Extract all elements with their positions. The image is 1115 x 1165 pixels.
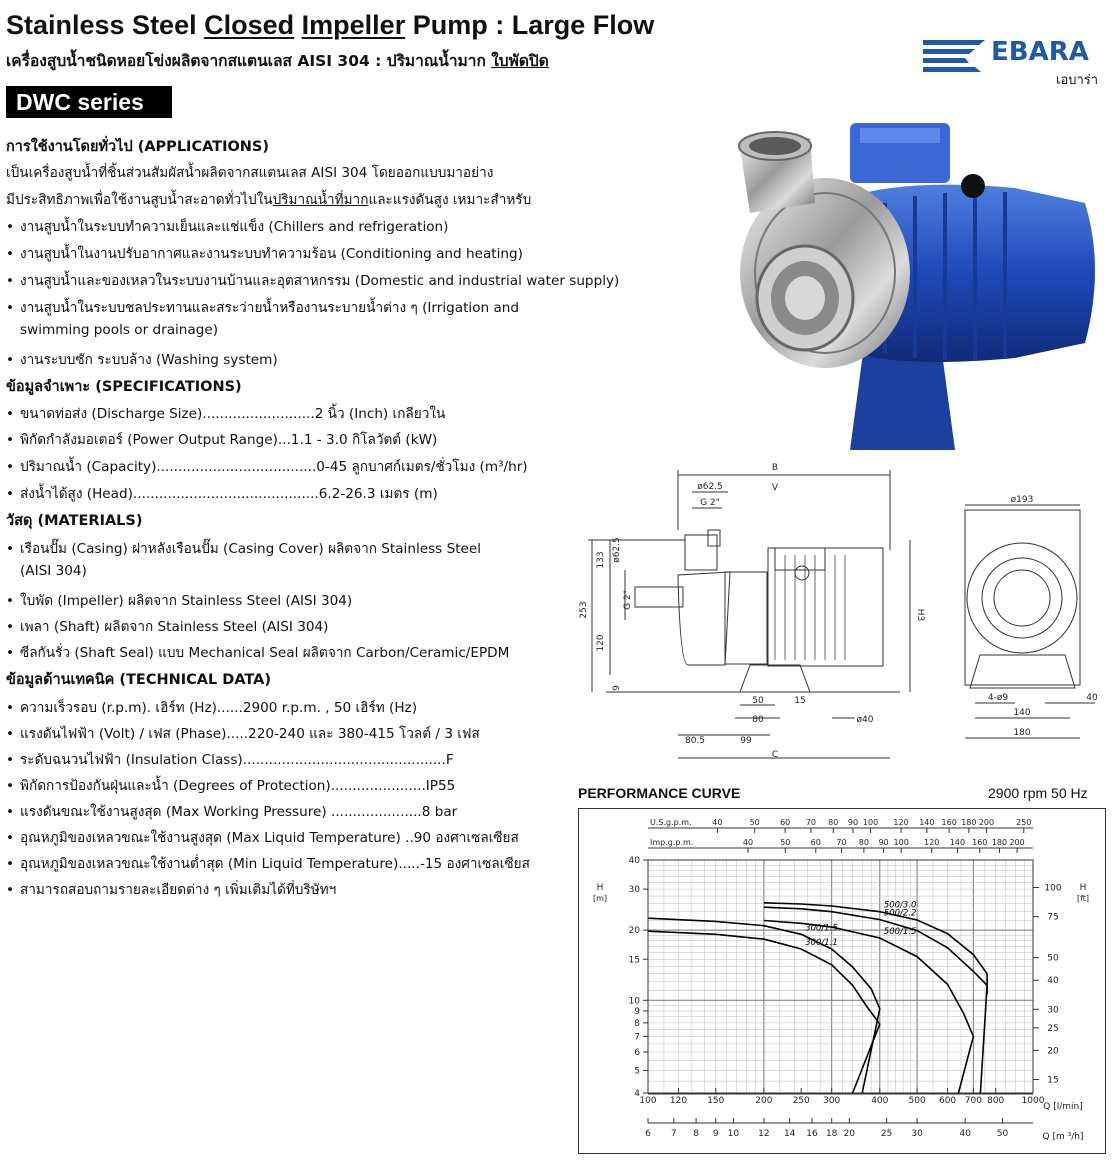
list-item: • อุณหภูมิของเหลวขณะใช้งานต่ำสุด (Min Liquid Temperature).....-15 องศาเซลเซียส bbox=[6, 856, 530, 872]
dim-g2-side: G 2" bbox=[623, 590, 633, 610]
page-title bbox=[6, 10, 654, 41]
ylabel-right-unit: [ft] bbox=[1076, 894, 1090, 903]
x2-tick-label: 18 bbox=[825, 1129, 838, 1139]
series-badge: DWC series bbox=[6, 86, 172, 118]
xlabel-m3h: Q [m ³/h] bbox=[1042, 1132, 1084, 1142]
dim-80: 80 bbox=[752, 715, 764, 725]
subtitle-underlined: ใบพัดปิด bbox=[491, 52, 549, 70]
dim-99: 99 bbox=[740, 736, 752, 746]
impgpm-tick-label: 50 bbox=[780, 838, 791, 847]
list-item-continuation: (AISI 304) bbox=[20, 563, 87, 579]
y2-tick-label: 30 bbox=[1047, 1005, 1059, 1016]
series-label: 500/3.0 bbox=[883, 900, 917, 911]
list-item-text: พิกัดการป้องกันฝุ่นและน้ำ (Degrees of Protection)......................IP55 bbox=[20, 778, 456, 794]
impgpm-tick-label: 140 bbox=[949, 838, 966, 847]
x2-tick-label: 16 bbox=[806, 1129, 818, 1139]
list-item-text: งานสูบน้ำในระบบชลประทานและสระว่ายน้ำหรืองานระบายน้ำต่าง ๆ (Irrigation and bbox=[20, 300, 520, 316]
list-item-text: อุณหภูมิของเหลวขณะใช้งานสูงสุด (Max Liquid Temperature) ..90 องศาเซลเซียส bbox=[20, 830, 519, 846]
x2-tick-label: 6 bbox=[645, 1129, 651, 1139]
impgpm-tick-label: 40 bbox=[742, 838, 754, 847]
list-item-text: งานสูบน้ำในงานปรับอากาศและงานระบบทำความร้อน (Conditioning and heating) bbox=[20, 246, 523, 262]
y2-tick-label: 25 bbox=[1047, 1023, 1059, 1034]
x2-tick-label: 9 bbox=[712, 1129, 719, 1139]
y2-tick-label: 100 bbox=[1044, 883, 1062, 894]
title-part-closed: Closed bbox=[204, 10, 295, 40]
y-tick-label: 40 bbox=[628, 856, 640, 866]
intro-text: และแรงดันสูง เหมาะสำหรับ bbox=[368, 192, 532, 208]
list-item-text: งานระบบซัก ระบบล้าง (Washing system) bbox=[20, 352, 278, 368]
dim-B: B bbox=[771, 463, 779, 473]
list-item: • งานสูบน้ำและของเหลวในระบบงานบ้านและอุตสาหกรรม (Domestic and industrial water supply) bbox=[6, 273, 620, 289]
dim-4d9: 4-ø9 bbox=[987, 693, 1009, 703]
dim-253: 253 bbox=[579, 601, 589, 619]
technical-heading: ข้อมูลด้านเทคนิค (TECHNICAL DATA) bbox=[6, 672, 272, 688]
x-tick-label: 300 bbox=[823, 1096, 841, 1106]
dim-H3: H3 bbox=[915, 608, 925, 622]
list-item: • เรือนปั๊ม (Casing) ฝาหลังเรือนปั๊ม (Casing Cover) ผลิตจาก Stainless Steel bbox=[6, 541, 482, 557]
usgpm-tick-label: 70 bbox=[805, 818, 817, 827]
list-item-text: งานสูบน้ำในระบบทำความเย็นและแช่แข็ง (Chillers and refrigeration) bbox=[20, 219, 449, 235]
subtitle-main: เครื่องสูบน้ำชนิดหอยโข่งผลิตจากสแตนเลส AISI 304 : ปริมาณน้ำมาก bbox=[6, 52, 492, 70]
list-item-text: ความเร็วรอบ (r.p.m). เฮิร์ท (Hz)......2900 r.p.m. , 50 เฮิร์ท (Hz) bbox=[20, 700, 417, 716]
dim-805: 80.5 bbox=[684, 736, 706, 746]
dim-g2: G 2" bbox=[700, 498, 720, 508]
y2-tick-label: 75 bbox=[1047, 912, 1059, 923]
pump-photo bbox=[655, 108, 1115, 458]
dim-d40: ø40 bbox=[856, 715, 874, 725]
x2-tick-label: 10 bbox=[727, 1129, 740, 1139]
list-item: • งานสูบน้ำในงานปรับอากาศและงานระบบทำความร้อน (Conditioning and heating) bbox=[6, 246, 523, 262]
impgpm-tick-label: 80 bbox=[858, 838, 869, 847]
list-item-text: ใบพัด (Impeller) ผลิตจาก Stainless Steel (AISI 304) bbox=[20, 593, 353, 609]
dimension-drawing bbox=[570, 460, 1115, 770]
impgpm-tick-label: 60 bbox=[810, 838, 821, 847]
x2-tick-label: 7 bbox=[670, 1129, 677, 1139]
list-item-text: ปริมาณน้ำ (Capacity).....................................0-45 ลูกบาศก์เมตร/ชั่วโมง (m³/hr) bbox=[20, 459, 528, 475]
impgpm-tick-label: 160 bbox=[972, 838, 988, 847]
xlabel-lmin: Q [l/min] bbox=[1043, 1102, 1083, 1112]
y-tick-label: 4 bbox=[634, 1089, 640, 1099]
list-item: • แรงดันขณะใช้งานสูงสุด (Max Working Pressure) .....................8 bar bbox=[6, 804, 458, 820]
usgpm-tick-label: 200 bbox=[978, 818, 995, 827]
applications-heading: การใช้งานโดยทั่วไป (APPLICATIONS) bbox=[6, 139, 270, 155]
usgpm-tick-label: 100 bbox=[862, 818, 879, 827]
list-item-text: เพลา (Shaft) ผลิตจาก Stainless Steel (AISI 304) bbox=[20, 619, 329, 635]
usgpm-tick-label: 120 bbox=[893, 818, 909, 827]
y2-tick-label: 50 bbox=[1047, 953, 1059, 964]
dim-d625v: ø62.5 bbox=[612, 537, 622, 563]
y2-tick-label: 20 bbox=[1047, 1046, 1059, 1057]
title-part-impeller: Impeller bbox=[301, 10, 406, 40]
y-tick-label: 5 bbox=[634, 1066, 640, 1077]
performance-speed: 2900 rpm 50 Hz bbox=[988, 785, 1088, 801]
list-item: • ใบพัด (Impeller) ผลิตจาก Stainless Steel (AISI 304) bbox=[6, 593, 353, 609]
title-part: Stainless Steel bbox=[6, 10, 205, 40]
list-item-text: พิกัดกำลังมอเตอร์ (Power Output Range)...1.1 - 3.0 กิโลวัตต์ (kW) bbox=[20, 432, 438, 448]
inlet-pipe bbox=[635, 587, 683, 607]
x-tick-label: 120 bbox=[669, 1096, 688, 1106]
list-item-text: ระดับฉนวนไฟฟ้า (Insulation Class)...............................................F bbox=[20, 752, 454, 768]
list-item: • ความเร็วรอบ (r.p.m). เฮิร์ท (Hz)......2900 r.p.m. , 50 เฮิร์ท (Hz) bbox=[6, 700, 417, 716]
list-item-continuation: swimming pools or drainage) bbox=[20, 322, 219, 338]
specifications-heading: ข้อมูลจำเพาะ (SPECIFICATIONS) bbox=[6, 379, 242, 395]
y2-tick-label: 15 bbox=[1047, 1075, 1059, 1086]
list-item: • อุณหภูมิของเหลวขณะใช้งานสูงสุด (Max Liquid Temperature) ..90 องศาเซลเซียส bbox=[6, 830, 519, 846]
brand-text: EBARA bbox=[991, 37, 1089, 67]
list-item: • ซีลกันรั่ว (Shaft Seal) แบบ Mechanical Seal ผลิตจาก Carbon/Ceramic/EPDM bbox=[6, 645, 510, 661]
list-item-text: ซีลกันรั่ว (Shaft Seal) แบบ Mechanical Seal ผลิตจาก Carbon/Ceramic/EPDM bbox=[20, 645, 510, 661]
pump-casing bbox=[678, 572, 730, 665]
usgpm-tick-label: 160 bbox=[941, 818, 957, 827]
x-tick-label: 150 bbox=[707, 1096, 725, 1106]
usgpm-tick-label: 140 bbox=[919, 818, 935, 827]
x-tick-label: 100 bbox=[639, 1096, 657, 1106]
y-tick-label: 20 bbox=[628, 926, 640, 937]
list-item-text: เรือนปั๊ม (Casing) ฝาหลังเรือนปั๊ม (Casing Cover) ผลิตจาก Stainless Steel bbox=[20, 541, 482, 557]
x2-tick-label: 50 bbox=[996, 1129, 1009, 1139]
usgpm-tick-label: 40 bbox=[712, 818, 723, 827]
x-tick-label: 800 bbox=[987, 1096, 1005, 1106]
intro-text: มีประสิทธิภาพเพื่อใช้งานสูบน้ำสะอาดทั่วไปใน bbox=[6, 192, 273, 208]
impgpm-tick-label: 200 bbox=[1009, 838, 1025, 847]
y-tick-label: 6 bbox=[634, 1047, 640, 1058]
intro-underlined: ปริมาณน้ำที่มาก bbox=[272, 192, 369, 208]
x-tick-label: 200 bbox=[755, 1096, 773, 1106]
performance-chart bbox=[578, 808, 1106, 1154]
usgpm-tick-label: 180 bbox=[961, 818, 977, 827]
dim-d625: ø62.5 bbox=[697, 482, 723, 492]
list-item-text: ส่งน้ำได้สูง (Head)...........................................6.2-26.3 เมตร (m) bbox=[20, 486, 438, 502]
y-tick-label: 15 bbox=[628, 955, 640, 966]
usgpm-tick-label: 80 bbox=[828, 818, 839, 827]
x2-tick-label: 40 bbox=[959, 1129, 971, 1139]
list-item-text: งานสูบน้ำและของเหลวในระบบงานบ้านและอุตสาหกรรม (Domestic and industrial water supply) bbox=[20, 273, 620, 289]
applications-intro bbox=[6, 188, 531, 210]
impgpm-tick-label: 120 bbox=[924, 838, 940, 847]
page-subtitle bbox=[6, 48, 549, 73]
y-tick-label: 10 bbox=[628, 996, 640, 1007]
x-tick-label: 1000 bbox=[1021, 1096, 1045, 1106]
y-tick-label: 8 bbox=[634, 1018, 640, 1029]
dim-180: 180 bbox=[1013, 728, 1031, 738]
list-item: • ส่งน้ำได้สูง (Head)...........................................6.2-26.3 เมตร (m) bbox=[6, 486, 438, 502]
impgpm-tick-label: 100 bbox=[893, 838, 909, 847]
x2-tick-label: 25 bbox=[880, 1129, 893, 1139]
ylabel-left: H bbox=[596, 883, 604, 893]
list-item-text: แรงดันขณะใช้งานสูงสุด (Max Working Pressure) .....................8 bar bbox=[20, 804, 458, 820]
usgpm-label: U.S.g.p.m. bbox=[650, 818, 692, 827]
pump-foot bbox=[740, 665, 810, 692]
usgpm-tick-label: 90 bbox=[847, 818, 859, 827]
usgpm-tick-label: 60 bbox=[780, 818, 791, 827]
x-tick-label: 700 bbox=[964, 1096, 982, 1106]
list-item: • งานสูบน้ำในระบบชลประทานและสระว่ายน้ำหรืองานระบายน้ำต่าง ๆ (Irrigation and bbox=[6, 300, 520, 316]
dim-15: 15 bbox=[794, 696, 806, 706]
list-item-text: ขนาดท่อส่ง (Discharge Size)..........................2 นิ้ว (Inch) เกลียวใน bbox=[20, 406, 446, 422]
list-item: • งานระบบซัก ระบบล้าง (Washing system) bbox=[6, 352, 278, 368]
dim-140: 140 bbox=[1013, 708, 1031, 718]
x2-tick-label: 30 bbox=[911, 1129, 923, 1139]
materials-heading: วัสดุ (MATERIALS) bbox=[6, 513, 143, 529]
series-label: 500/2.2 bbox=[883, 908, 917, 919]
series-label: 300/1.5 bbox=[805, 923, 838, 934]
ylabel-right: H bbox=[1079, 883, 1087, 893]
ylabel-left-unit: [m] bbox=[592, 894, 608, 903]
x2-tick-label: 20 bbox=[843, 1129, 856, 1139]
dim-133: 133 bbox=[596, 551, 606, 569]
impgpm-tick-label: 180 bbox=[991, 838, 1008, 847]
dim-C: C bbox=[771, 750, 779, 760]
dim-50: 50 bbox=[752, 696, 764, 706]
x2-tick-label: 12 bbox=[758, 1129, 770, 1139]
y-tick-label: 7 bbox=[634, 1032, 640, 1043]
list-item-text: อุณหภูมิของเหลวขณะใช้งานต่ำสุด (Min Liquid Temperature).....-15 องศาเซลเซียส bbox=[20, 856, 530, 872]
x2-tick-label: 14 bbox=[783, 1129, 796, 1139]
list-item: • ระดับฉนวนไฟฟ้า (Insulation Class)...............................................F bbox=[6, 752, 454, 768]
usgpm-tick-label: 50 bbox=[749, 818, 760, 827]
x2-tick-label: 8 bbox=[693, 1129, 699, 1139]
list-item: • งานสูบน้ำในระบบทำความเย็นและแช่แข็ง (Chillers and refrigeration) bbox=[6, 219, 449, 235]
applications-intro: เป็นเครื่องสูบน้ำที่ชิ้นส่วนสัมผัสน้ำผลิตจากสแตนเลส AISI 304 โดยออกแบบมาอย่าง bbox=[6, 165, 494, 181]
series-label: 300/1.1 bbox=[805, 937, 838, 948]
y2-tick-label: 40 bbox=[1047, 976, 1059, 987]
dim-V: V bbox=[771, 483, 779, 493]
x-tick-label: 250 bbox=[792, 1096, 810, 1106]
list-item: • พิกัดการป้องกันฝุ่นและน้ำ (Degrees of Protection)......................IP55 bbox=[6, 778, 456, 794]
list-item-text: สามารถสอบถามรายละเอียดต่าง ๆ เพิ่มเติมได้ที่บริษัทฯ bbox=[20, 882, 337, 898]
y-tick-label: 30 bbox=[628, 885, 640, 896]
title-part: Pump : Large Flow bbox=[405, 10, 655, 40]
list-item: • เพลา (Shaft) ผลิตจาก Stainless Steel (AISI 304) bbox=[6, 619, 329, 635]
brand-thai: เอบาร่า bbox=[1056, 73, 1099, 88]
impgpm-label: Imp.g.p.m. bbox=[650, 838, 694, 847]
impgpm-tick-label: 70 bbox=[836, 838, 847, 847]
outlet-flange bbox=[685, 535, 717, 570]
x-tick-label: 400 bbox=[871, 1096, 889, 1106]
dim-40: 40 bbox=[1086, 693, 1098, 703]
list-item: • ปริมาณน้ำ (Capacity).....................................0-45 ลูกบาศก์เมตร/ชั่วโมง (m³/hr) bbox=[6, 459, 528, 475]
list-item: • สามารถสอบถามรายละเอียดต่าง ๆ เพิ่มเติมได้ที่บริษัทฯ bbox=[6, 882, 337, 898]
list-item: • แรงดันไฟฟ้า (Volt) / เฟส (Phase).....220-240 และ 380-415 โวลต์ / 3 เฟส bbox=[6, 726, 480, 742]
title-part bbox=[294, 10, 302, 40]
dim-d193: ø193 bbox=[1010, 495, 1034, 505]
series-label: 500/1.5 bbox=[883, 927, 917, 938]
dim-120: 120 bbox=[596, 634, 606, 652]
list-item: • ขนาดท่อส่ง (Discharge Size)..........................2 นิ้ว (Inch) เกลียวใน bbox=[6, 406, 446, 422]
performance-curve-label: PERFORMANCE CURVE bbox=[578, 785, 741, 801]
x-tick-label: 600 bbox=[938, 1096, 957, 1106]
list-item: • พิกัดกำลังมอเตอร์ (Power Output Range)...1.1 - 3.0 กิโลวัตต์ (kW) bbox=[6, 432, 438, 448]
impgpm-tick-label: 90 bbox=[878, 838, 889, 847]
y-tick-label: 9 bbox=[634, 1006, 640, 1017]
list-item-text: แรงดันไฟฟ้า (Volt) / เฟส (Phase).....220-240 และ 380-415 โวลต์ / 3 เฟส bbox=[20, 726, 480, 742]
dim-9: 9 bbox=[612, 685, 622, 691]
x-tick-label: 500 bbox=[908, 1096, 926, 1106]
usgpm-tick-label: 250 bbox=[1016, 818, 1032, 827]
